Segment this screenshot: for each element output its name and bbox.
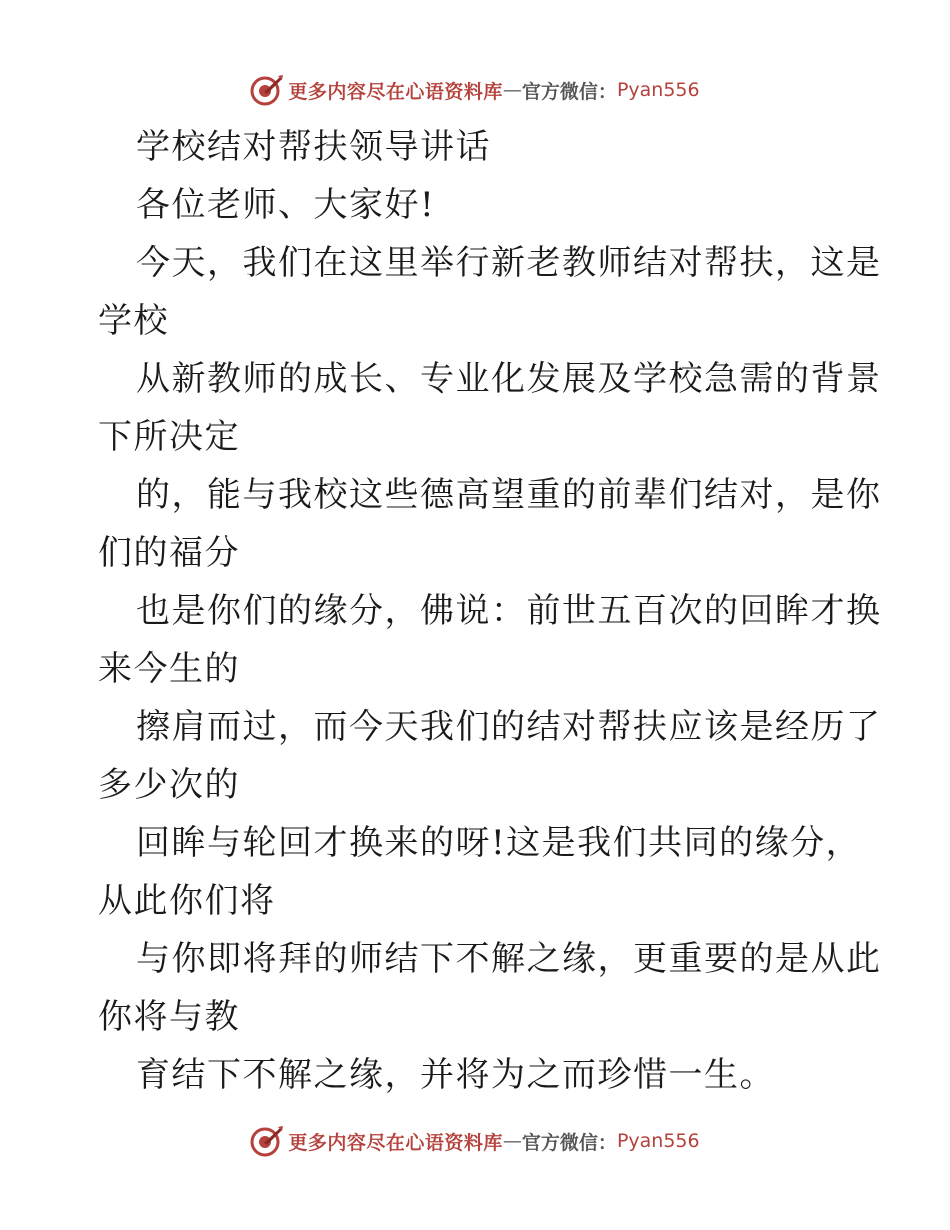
paragraph-line: 回眸与轮回才换来的呀!这是我们共同的缘分， (136, 823, 862, 863)
document-title: 学校结对帮扶领导讲话 (136, 127, 491, 167)
paragraph-line: 来今生的 (98, 649, 240, 689)
paragraph-line: 从新教师的成长、专业化发展及学校急需的背景 (136, 359, 882, 399)
banner-wechat-label: 官方微信： (521, 1131, 617, 1154)
banner-wechat-id: Pyan556 (616, 1130, 700, 1152)
paragraph-line: 学校 (98, 301, 169, 341)
paragraph-line: 的，能与我校这些德高望重的前辈们结对，是你 (136, 475, 882, 515)
paragraph-line: 与你即将拜的师结下不解之缘，更重要的是从此 (136, 939, 882, 979)
banner-separator: — (502, 79, 522, 101)
document-body (98, 118, 882, 1104)
paragraph-line: 下所决定 (98, 417, 240, 457)
paragraph-line: 从此你们将 (98, 881, 276, 921)
paragraph-line: 各位老师、大家好! (136, 185, 436, 225)
banner-wechat-label: 官方微信： (521, 80, 617, 103)
paragraph-line: 擦肩而过，而今天我们的结对帮扶应该是经历了 (136, 707, 882, 747)
paragraph-line: 多少次的 (98, 765, 240, 805)
banner-main-text: 更多内容尽在心语资料库 (288, 1131, 503, 1154)
banner-separator: — (502, 1130, 522, 1152)
footer-banner (0, 1121, 950, 1161)
banner-wechat-id: Pyan556 (616, 79, 700, 101)
paragraph-line: 也是你们的缘分，佛说：前世五百次的回眸才换 (136, 591, 882, 631)
paragraph-line: 们的福分 (98, 533, 240, 573)
paragraph-line: 今天，我们在这里举行新老教师结对帮扶，这是 (136, 243, 882, 283)
quill-pen-logo-icon (250, 1124, 284, 1158)
header-banner (0, 70, 950, 110)
banner-main-text: 更多内容尽在心语资料库 (288, 80, 503, 103)
quill-pen-logo-icon (250, 73, 284, 107)
paragraph-line: 你将与教 (98, 997, 240, 1037)
paragraph-line: 育结下不解之缘，并将为之而珍惜一生。 (136, 1055, 775, 1095)
